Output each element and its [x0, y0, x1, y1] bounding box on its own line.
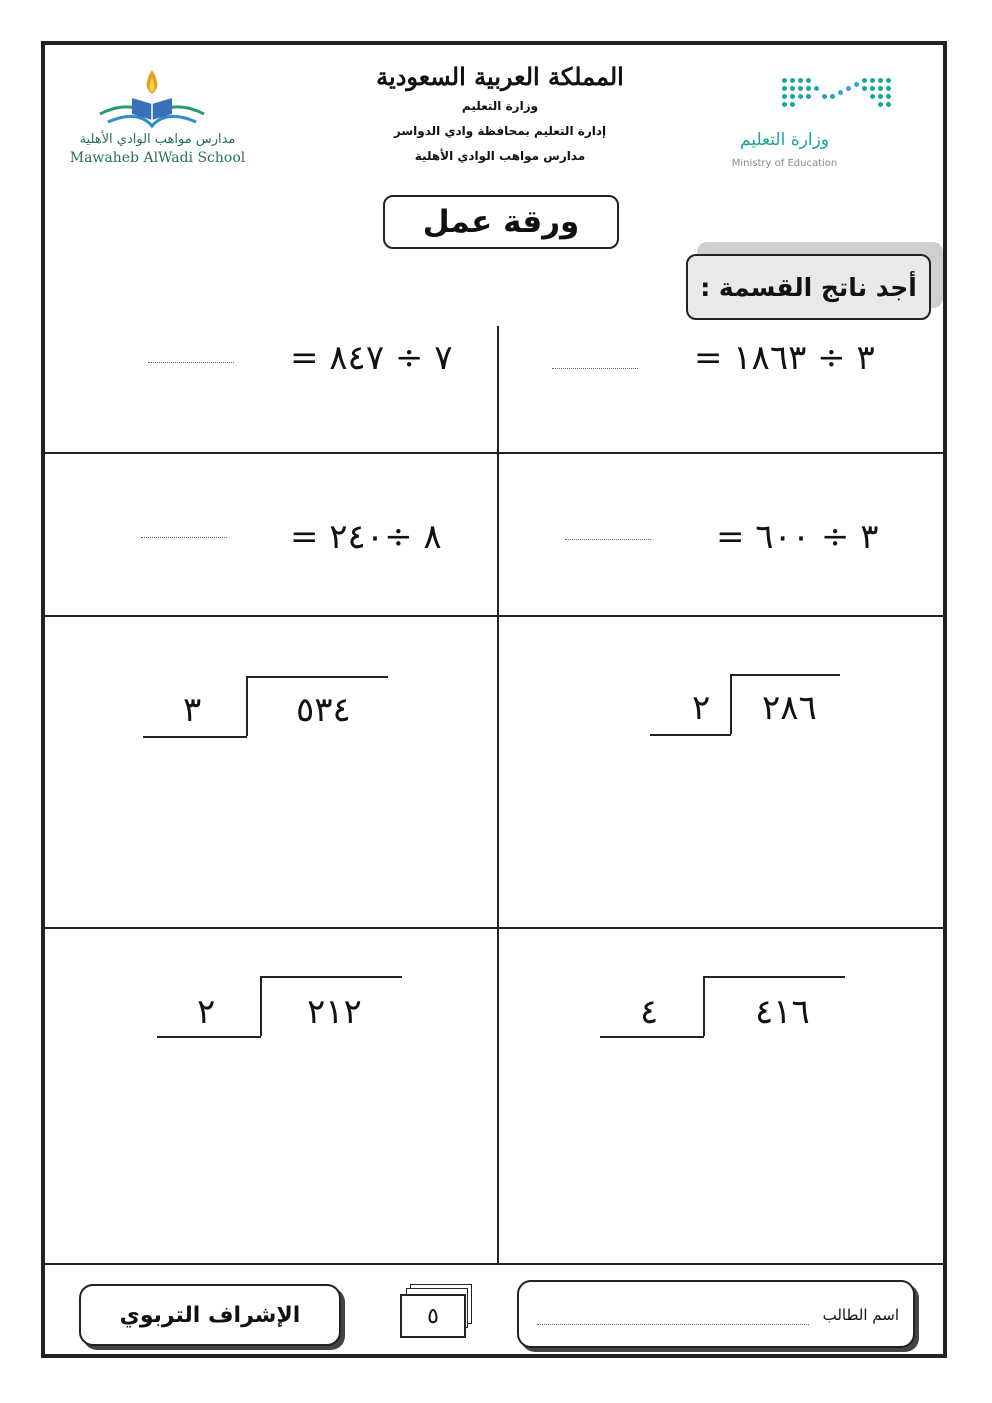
instruction-box: أجد ناتج القسمة : [686, 254, 931, 320]
page-number-box [400, 1294, 466, 1338]
ministry-logo-ar: وزارة التعليم [740, 130, 829, 150]
student-name-label: اسم الطالب [822, 1306, 899, 1324]
equation: = ٧ ÷ ٨٤٧ [290, 338, 453, 378]
division-baseline [650, 734, 731, 736]
divisor: ٣ [183, 690, 202, 730]
ministry-line: وزارة التعليم [461, 99, 539, 113]
school-logo-ar: مدارس مواهب الوادي الأهلية [79, 132, 236, 147]
long-division [600, 976, 846, 1040]
division-baseline [157, 1036, 261, 1038]
dividend: ٥٣٤ [296, 690, 351, 730]
ministry-logo [722, 72, 902, 182]
kingdom-title: المملكة العربية السعودية [376, 62, 624, 91]
supervision-label: الإشراف التربوي [119, 1302, 301, 1328]
answer-line[interactable] [565, 539, 651, 540]
answer-line[interactable] [552, 368, 638, 369]
page-number: ٥ [427, 1303, 439, 1329]
equation: = ٣ ÷ ١٨٦٣ [694, 338, 875, 378]
department-line: إدارة التعليم بمحافظة وادي الدواسر [393, 124, 607, 138]
school-line: مدارس مواهب الوادي الأهلية [414, 149, 586, 163]
grid-divider-row-2 [45, 615, 947, 617]
student-name-box [517, 1280, 915, 1348]
divisor: ٢ [197, 992, 216, 1032]
worksheet-title: ورقة عمل [383, 195, 619, 249]
grid-divider-row-1 [45, 452, 947, 454]
grid-divider-footer [45, 1263, 947, 1265]
divisor: ٤ [640, 992, 659, 1032]
school-logo [60, 64, 260, 174]
school-logo-en: Mawaheb AlWadi School [69, 150, 246, 166]
division-bracket-top [246, 676, 388, 678]
division-baseline [600, 1036, 704, 1038]
division-bracket-side [260, 976, 262, 1036]
division-bracket-top [703, 976, 845, 978]
grid-divider-vertical [497, 326, 499, 1263]
division-baseline [143, 736, 247, 738]
answer-line[interactable] [141, 537, 227, 538]
student-name-input[interactable] [537, 1324, 809, 1325]
division-bracket-side [730, 674, 732, 734]
equation: = ٣ ÷ ٦٠٠ [716, 517, 879, 557]
division-bracket-top [260, 976, 402, 978]
division-bracket-side [703, 976, 705, 1036]
long-division [650, 674, 842, 738]
answer-line[interactable] [148, 362, 234, 363]
ministry-logo-dots-icon [782, 76, 897, 116]
dividend: ٢١٢ [307, 992, 362, 1032]
ministry-logo-en: Ministry of Education [731, 158, 838, 169]
division-bracket-side [246, 676, 248, 736]
divisor: ٢ [692, 688, 711, 728]
division-bracket-top [730, 674, 840, 676]
dividend: ٢٨٦ [762, 688, 817, 728]
header-center [370, 60, 630, 169]
dividend: ٤١٦ [755, 992, 810, 1032]
page-number-stack [400, 1284, 474, 1336]
long-division [143, 676, 389, 740]
book-flame-icon [60, 64, 260, 136]
supervision-box [79, 1284, 341, 1346]
equation: = ٨ ÷٢٤٠ [290, 517, 442, 557]
long-division [157, 976, 403, 1040]
grid-divider-row-3 [45, 927, 947, 929]
